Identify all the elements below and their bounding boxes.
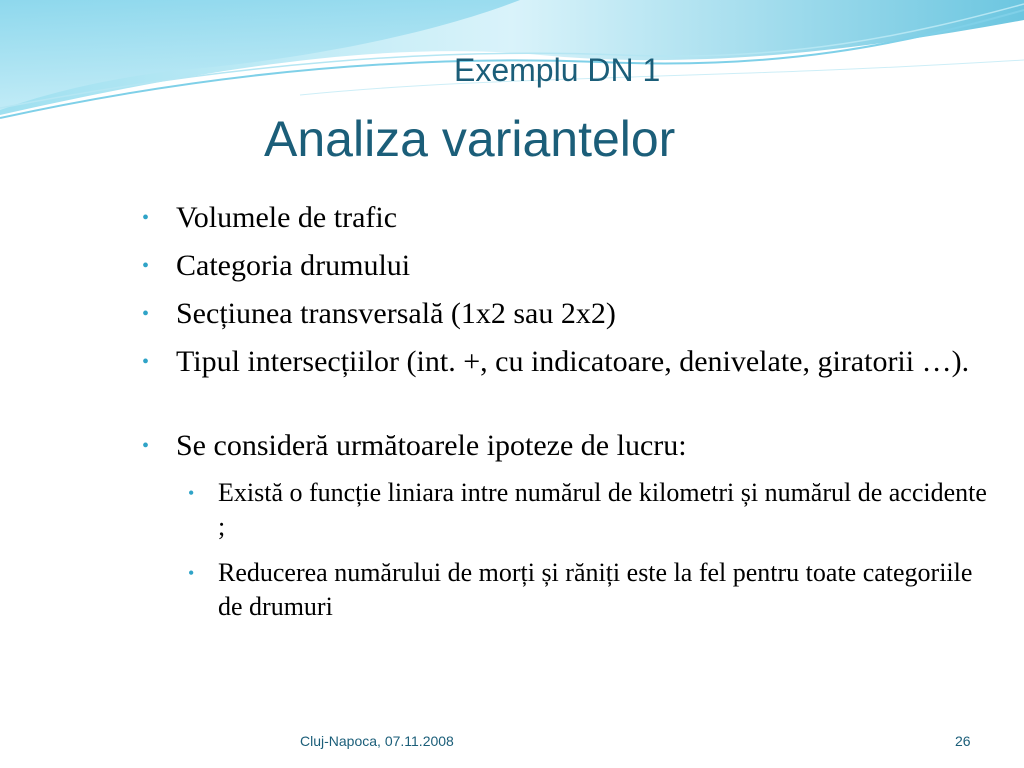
bullet-text: Se consideră următoarele ipoteze de lucru: [176, 429, 687, 462]
sub-bullet-dot-icon: • [188, 483, 195, 503]
bullet-dot-icon: • [142, 351, 150, 373]
bullet-item [138, 344, 998, 380]
bullet-text: Tipul intersecțiilor (int. +, cu indicatoare, denivelate, giratorii …). [176, 345, 970, 378]
sub-bullet-text: Reducerea numărului de morți și răniți este la fel pentru toate categoriile de drumuri [218, 558, 973, 621]
bullet-dot-icon: • [142, 435, 150, 457]
sub-bullet-dot-icon: • [188, 563, 195, 583]
footer-page-number: 26 [955, 733, 971, 749]
bullet-item [138, 296, 998, 332]
bullet-item [138, 248, 998, 284]
bullet-dot-icon: • [142, 303, 150, 325]
sub-bullet-item [138, 476, 998, 544]
bullet-text: Volumele de trafic [176, 201, 398, 234]
slide-subtitle: Exemplu DN 1 [454, 52, 661, 88]
bullet-item [138, 428, 998, 464]
bullet-item [138, 200, 998, 236]
bullet-dot-icon: • [142, 207, 150, 229]
sub-bullet-text: Există o funcție liniara intre numărul de kilometri și numărul de accidente ; [218, 478, 987, 541]
sub-bullet-item [138, 556, 998, 624]
bullet-text: Categoria drumului [176, 249, 411, 282]
bullet-text: Secțiunea transversală (1x2 sau 2x2) [176, 297, 616, 330]
slide-content [138, 200, 998, 636]
bullet-dot-icon: • [142, 255, 150, 277]
footer-location-date: Cluj-Napoca, 07.11.2008 [300, 733, 454, 749]
slide-title: Analiza variantelor [264, 111, 676, 167]
